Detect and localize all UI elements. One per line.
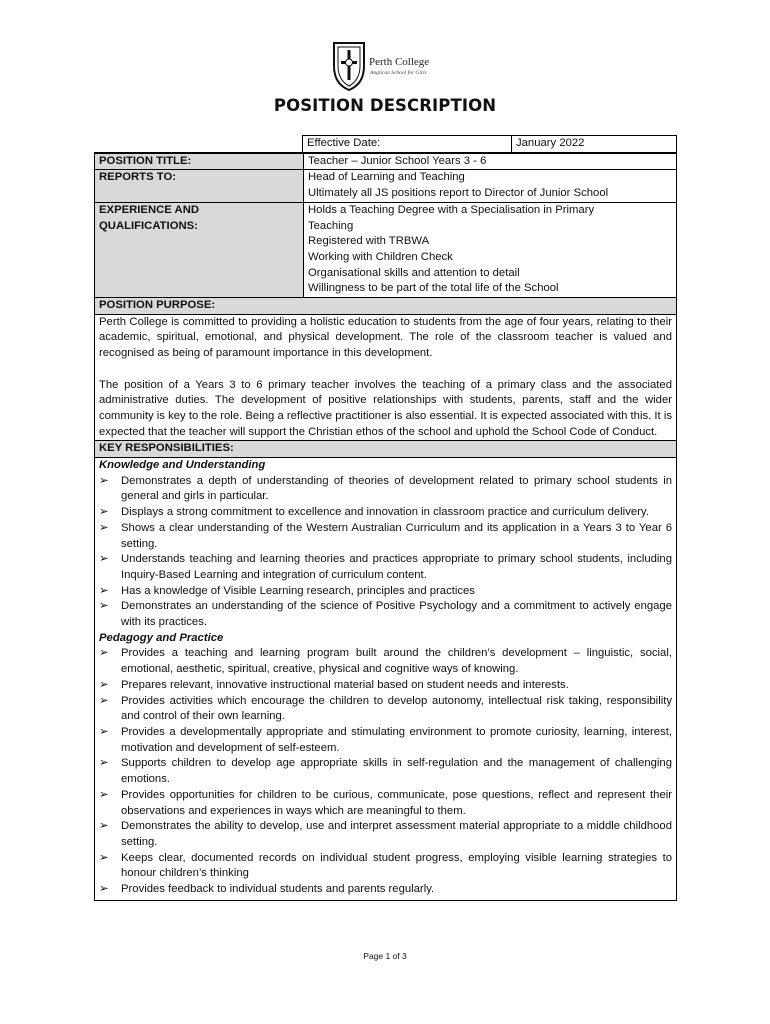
experience-line: Willingness to be part of the total life of the School (308, 282, 559, 295)
responsibility-item (99, 819, 672, 850)
responsibility-text: Shows a clear understanding of the Western Australian Curriculum and its application in a Years 3 to Year 6 setting. (121, 521, 672, 550)
responsibility-text: Demonstrates an understanding of the science of Positive Psychology and a commitment to actively engage with its practices. (121, 600, 672, 629)
experience-value (304, 203, 676, 297)
responsibility-text: Demonstrates the ability to develop, use and interpret assessment material appropriate to a middle childhood setting. (121, 820, 672, 848)
responsibility-text: Understands teaching and learning theories and practices appropriate to primary school students, including Inquiry-Based Learning and integration of curriculum content. (121, 553, 672, 581)
arrow-bullet-icon: ➢ (99, 820, 109, 833)
position-title-row (94, 153, 677, 171)
pedagogy-subheading: Pedagogy and Practice (99, 631, 224, 644)
responsibility-text: Provides activities which encourage the children to develop autonomy, intellectual risk taking, responsibility and control of their own learning. (121, 694, 672, 723)
responsibility-item (99, 599, 672, 630)
effective-date-value: January 2022 (516, 137, 585, 149)
responsibility-item (99, 851, 672, 882)
responsibility-item (99, 505, 672, 521)
reports-to-row (94, 170, 677, 202)
responsibility-item (99, 694, 672, 725)
arrow-bullet-icon: ➢ (99, 883, 109, 896)
arrow-bullet-icon: ➢ (99, 788, 109, 801)
experience-line: Working with Children Check (308, 250, 453, 263)
reports-to-value (304, 170, 676, 201)
purpose-heading: POSITION PURPOSE: (94, 298, 677, 315)
responsibility-item (99, 474, 672, 505)
experience-label-line: EXPERIENCE AND (99, 203, 200, 216)
school-logo (331, 40, 443, 92)
responsibility-text: Provides a teaching and learning program built around the children’s development – linguistic, social, emotional, aesthetic, spiritual, creative, physical and cognitive ways of knowing. (121, 647, 672, 676)
purpose-paragraph: Perth College is committed to providing a holistic education to students from the age of four years, relating to their academic, spiritual, emotional, and physical development. The role of the classroom teacher is valued and recognised as being of paramount importance in this development. (99, 315, 672, 360)
experience-line: Registered with TRBWA (308, 235, 430, 248)
responsibility-text: Prepares relevant, innovative instructional material based on student needs and interests. (121, 678, 569, 691)
responsibility-item (99, 882, 672, 898)
experience-line: Holds a Teaching Degree with a Specialisation in Primary Teaching (308, 203, 595, 232)
experience-label-line: QUALIFICATIONS: (99, 219, 198, 232)
arrow-bullet-icon: ➢ (99, 678, 109, 691)
page-title: POSITION DESCRIPTION (273, 96, 497, 115)
responsibility-item (99, 725, 672, 756)
responsibility-text: Demonstrates a depth of understanding of theories of development related to primary school students in general and girls in particular. (121, 474, 672, 503)
arrow-bullet-icon: ➢ (99, 474, 109, 487)
purpose-body (94, 315, 677, 442)
arrow-bullet-icon: ➢ (99, 521, 109, 534)
effective-date-row (94, 135, 677, 153)
reports-to-line: Ultimately all JS positions report to Director of Junior School (308, 187, 609, 200)
responsibility-text: Provides a developmentally appropriate and stimulating environment to promote curiosity, learning, interest, motivation and development of self-esteem. (121, 726, 672, 754)
responsibility-item (99, 756, 672, 787)
responsibility-item (99, 646, 672, 677)
arrow-bullet-icon: ➢ (99, 726, 109, 738)
knowledge-list (99, 474, 672, 631)
arrow-bullet-icon: ➢ (99, 851, 109, 864)
experience-label (95, 203, 304, 297)
arrow-bullet-icon: ➢ (99, 647, 109, 660)
knowledge-subheading: Knowledge and Understanding (99, 459, 266, 472)
arrow-bullet-icon: ➢ (99, 757, 109, 770)
responsibility-text: Has a knowledge of Visible Learning research, principles and practices (121, 584, 475, 597)
reports-to-line: Head of Learning and Teaching (308, 171, 465, 184)
effective-date-cell (302, 135, 676, 152)
responsibilities-heading: KEY RESPONSIBILITIES: (94, 441, 677, 458)
pedagogy-list (99, 646, 672, 897)
responsibility-text: Provides opportunities for children to be curious, communicate, pose questions, reflect and represent their observations and experiences in ways which are meaningful to them. (121, 788, 672, 817)
logo-tagline: Anglican School for Girls (370, 70, 427, 76)
responsibility-text: Supports children to develop age appropriate skills in self-regulation and the management of challenging emotions. (121, 757, 672, 786)
responsibilities-body (94, 458, 677, 901)
experience-row (94, 203, 677, 298)
experience-line: Organisational skills and attention to detail (308, 266, 520, 279)
purpose-paragraph: The position of a Years 3 to 6 primary teacher involves the teaching of a primary class and the associated administrative duties. The development of positive relationships with students, parents, staff and the wider community is key to the role. Being a reflective practitioner is also essential. It is expected associated with this. It is expected that the teacher will support the Christian ethos of the school and uphold the School Code of Conduct. (99, 378, 672, 438)
responsibility-text: Provides feedback to individual students and parents regularly. (121, 883, 435, 896)
arrow-bullet-icon: ➢ (99, 553, 109, 566)
responsibility-text: Keeps clear, documented records on individual student progress, employing visible learning strategies to honour children’s thinking (121, 851, 672, 880)
effective-date-label: Effective Date: (303, 136, 512, 152)
arrow-bullet-icon: ➢ (99, 694, 109, 707)
position-title-value: Teacher – Junior School Years 3 - 6 (308, 154, 487, 167)
arrow-bullet-icon: ➢ (99, 600, 109, 613)
responsibility-item (99, 678, 672, 694)
empty-label-cell (94, 135, 303, 152)
responsibility-item (99, 788, 672, 819)
position-title-label: POSITION TITLE: (95, 154, 304, 170)
responsibility-item (99, 584, 672, 600)
logo-name: Perth College (369, 56, 430, 68)
position-document (94, 135, 677, 901)
responsibility-item (99, 521, 672, 552)
responsibility-item (99, 552, 672, 583)
crest-icon (331, 40, 367, 92)
arrow-bullet-icon: ➢ (99, 584, 109, 597)
arrow-bullet-icon: ➢ (99, 506, 109, 519)
reports-to-label: REPORTS TO: (95, 170, 304, 201)
responsibility-text: Displays a strong commitment to excellence and innovation in classroom practice and curriculum delivery. (121, 506, 649, 519)
page-number: Page 1 of 3 (363, 951, 407, 961)
